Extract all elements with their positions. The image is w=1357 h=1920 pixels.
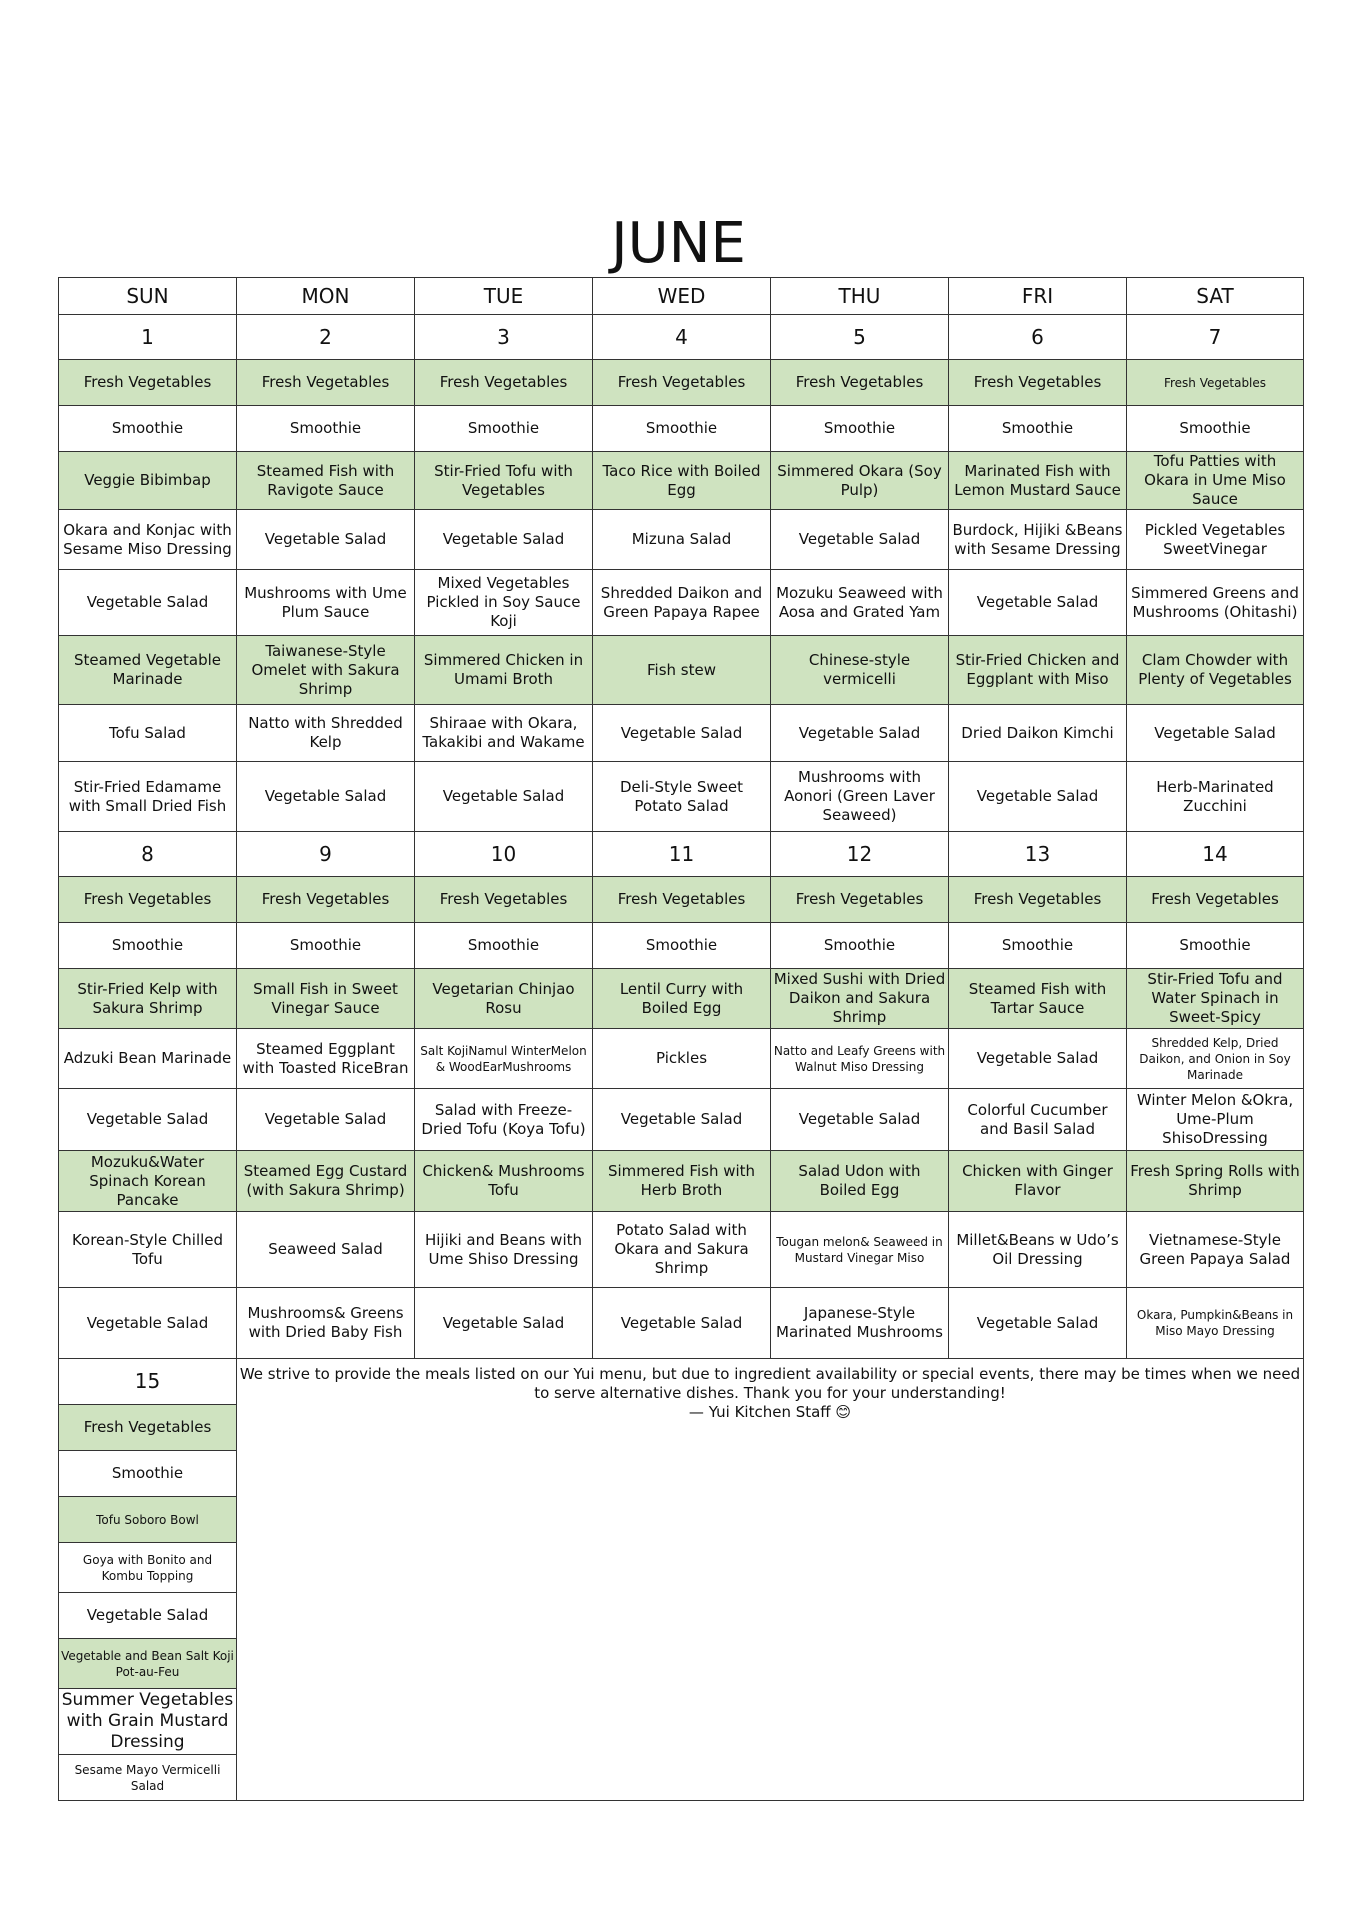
- menu-item: Fresh Vegetables: [949, 877, 1127, 923]
- menu-item: Vegetable Salad: [59, 1288, 237, 1359]
- menu-item: Smoothie: [237, 406, 415, 452]
- menu-item: Sesame Mayo Vermicelli Salad: [59, 1755, 237, 1801]
- menu-item: Vegetable Salad: [59, 570, 237, 636]
- menu-item: Marinated Fish with Lemon Mustard Sauce: [949, 452, 1127, 510]
- menu-item: Smoothie: [415, 406, 593, 452]
- date-number: 3: [415, 315, 593, 360]
- menu-item: Fresh Vegetables: [237, 360, 415, 406]
- menu-item: Fresh Vegetables: [771, 360, 949, 406]
- menu-item: Mozuku&Water Spinach Korean Pancake: [59, 1151, 237, 1212]
- menu-item: Salad with Freeze-Dried Tofu (Koya Tofu): [415, 1089, 593, 1151]
- menu-item: Stir-Fried Edamame with Small Dried Fish: [59, 762, 237, 832]
- menu-item: Smoothie: [59, 923, 237, 969]
- menu-item: Natto with Shredded Kelp: [237, 705, 415, 762]
- menu-item: Vegetable Salad: [415, 1288, 593, 1359]
- date-number: 11: [593, 832, 771, 877]
- menu-item: Vietnamese-Style Green Papaya Salad: [1127, 1212, 1304, 1288]
- menu-item: Summer Vegetables with Grain Mustard Dressing: [59, 1689, 237, 1755]
- menu-item: Herb-Marinated Zucchini: [1127, 762, 1304, 832]
- date-number: 12: [771, 832, 949, 877]
- menu-item: Small Fish in Sweet Vinegar Sauce: [237, 969, 415, 1029]
- menu-item: Simmered Okara (Soy Pulp): [771, 452, 949, 510]
- date-number: 9: [237, 832, 415, 877]
- menu-item: Fresh Vegetables: [1127, 877, 1304, 923]
- menu-item: Hijiki and Beans with Ume Shiso Dressing: [415, 1212, 593, 1288]
- menu-item: Vegetable Salad: [771, 1089, 949, 1151]
- menu-item: Clam Chowder with Plenty of Vegetables: [1127, 636, 1304, 705]
- menu-item: Steamed Fish with Ravigote Sauce: [237, 452, 415, 510]
- menu-item: Steamed Fish with Tartar Sauce: [949, 969, 1127, 1029]
- weekday-header: MON: [237, 278, 415, 315]
- menu-item: Mushrooms with Aonori (Green Laver Seaweed): [771, 762, 949, 832]
- menu-item: Mozuku Seaweed with Aosa and Grated Yam: [771, 570, 949, 636]
- menu-item: Vegetable Salad: [949, 1288, 1127, 1359]
- menu-item: Goya with Bonito and Kombu Topping: [59, 1543, 237, 1593]
- menu-item: Mizuna Salad: [593, 510, 771, 570]
- menu-item: Pickles: [593, 1029, 771, 1089]
- date-number: 6: [949, 315, 1127, 360]
- menu-item: Salad Udon with Boiled Egg: [771, 1151, 949, 1212]
- menu-item: Smoothie: [771, 923, 949, 969]
- menu-item: Vegetable Salad: [593, 1288, 771, 1359]
- menu-item: Vegetable Salad: [237, 762, 415, 832]
- menu-item: Taco Rice with Boiled Egg: [593, 452, 771, 510]
- notice-message: [237, 1359, 1304, 1801]
- menu-item: Smoothie: [949, 923, 1127, 969]
- menu-item: Stir-Fried Tofu with Vegetables: [415, 452, 593, 510]
- menu-item: Vegetable Salad: [237, 1089, 415, 1151]
- menu-calendar: [58, 277, 1304, 1801]
- menu-item: Vegetable Salad: [771, 705, 949, 762]
- menu-item: Mixed Sushi with Dried Daikon and Sakura Shrimp: [771, 969, 949, 1029]
- menu-item: Stir-Fried Kelp with Sakura Shrimp: [59, 969, 237, 1029]
- menu-item: Chicken& Mushrooms Tofu: [415, 1151, 593, 1212]
- date-number: 13: [949, 832, 1127, 877]
- menu-item: Burdock, Hijiki &Beans with Sesame Dressing: [949, 510, 1127, 570]
- menu-item: Fresh Spring Rolls with Shrimp: [1127, 1151, 1304, 1212]
- menu-item: Veggie Bibimbap: [59, 452, 237, 510]
- menu-item: Chicken with Ginger Flavor: [949, 1151, 1127, 1212]
- menu-item: Fish stew: [593, 636, 771, 705]
- menu-item: Dried Daikon Kimchi: [949, 705, 1127, 762]
- date-number: 7: [1127, 315, 1304, 360]
- menu-item: Winter Melon &Okra, Ume-Plum ShisoDressing: [1127, 1089, 1304, 1151]
- menu-item: Fresh Vegetables: [237, 877, 415, 923]
- weekday-header: THU: [771, 278, 949, 315]
- weekday-header: SAT: [1127, 278, 1304, 315]
- menu-item: Smoothie: [237, 923, 415, 969]
- menu-item: Fresh Vegetables: [593, 877, 771, 923]
- menu-item: Taiwanese-Style Omelet with Sakura Shrimp: [237, 636, 415, 705]
- menu-item: Korean-Style Chilled Tofu: [59, 1212, 237, 1288]
- menu-item: Smoothie: [1127, 923, 1304, 969]
- menu-item: Simmered Chicken in Umami Broth: [415, 636, 593, 705]
- menu-item: Smoothie: [415, 923, 593, 969]
- weekday-header: SUN: [59, 278, 237, 315]
- menu-item: Vegetable Salad: [415, 762, 593, 832]
- menu-item: Fresh Vegetables: [59, 360, 237, 406]
- weekday-header: FRI: [949, 278, 1127, 315]
- menu-item: Deli-Style Sweet Potato Salad: [593, 762, 771, 832]
- menu-item: Tofu Salad: [59, 705, 237, 762]
- date-number: 14: [1127, 832, 1304, 877]
- menu-item: Shiraae with Okara, Takakibi and Wakame: [415, 705, 593, 762]
- weekday-header: WED: [593, 278, 771, 315]
- menu-item: Vegetable Salad: [949, 1029, 1127, 1089]
- menu-item: Pickled Vegetables SweetVinegar: [1127, 510, 1304, 570]
- menu-item: Steamed Vegetable Marinade: [59, 636, 237, 705]
- menu-item: Stir-Fried Chicken and Eggplant with Miso: [949, 636, 1127, 705]
- menu-item: Smoothie: [59, 406, 237, 452]
- menu-item: Vegetable Salad: [59, 1593, 237, 1639]
- menu-item: Steamed Egg Custard (with Sakura Shrimp): [237, 1151, 415, 1212]
- menu-item: Vegetable Salad: [415, 510, 593, 570]
- date-number: 10: [415, 832, 593, 877]
- menu-item: Smoothie: [771, 406, 949, 452]
- menu-item: Simmered Fish with Herb Broth: [593, 1151, 771, 1212]
- menu-item: Stir-Fried Tofu and Water Spinach in Sweet-Spicy: [1127, 969, 1304, 1029]
- menu-item: Smoothie: [949, 406, 1127, 452]
- page-title: JUNE: [611, 211, 746, 276]
- menu-item: Fresh Vegetables: [771, 877, 949, 923]
- menu-item: Seaweed Salad: [237, 1212, 415, 1288]
- menu-item: Vegetable Salad: [771, 510, 949, 570]
- menu-item: Shredded Kelp, Dried Daikon, and Onion in Soy Marinade: [1127, 1029, 1304, 1089]
- menu-item: Fresh Vegetables: [59, 1405, 237, 1451]
- menu-item: Fresh Vegetables: [59, 877, 237, 923]
- menu-item: Smoothie: [59, 1451, 237, 1497]
- menu-item: Shredded Daikon and Green Papaya Rapee: [593, 570, 771, 636]
- menu-item: Vegetarian Chinjao Rosu: [415, 969, 593, 1029]
- menu-item: Lentil Curry with Boiled Egg: [593, 969, 771, 1029]
- menu-item: Fresh Vegetables: [949, 360, 1127, 406]
- menu-item: Smoothie: [593, 923, 771, 969]
- menu-item: Vegetable Salad: [593, 705, 771, 762]
- menu-item: Tofu Patties with Okara in Ume Miso Sauce: [1127, 452, 1304, 510]
- menu-item: Japanese-Style Marinated Mushrooms: [771, 1288, 949, 1359]
- menu-item: Vegetable Salad: [59, 1089, 237, 1151]
- menu-item: Vegetable Salad: [593, 1089, 771, 1151]
- menu-item: Tofu Soboro Bowl: [59, 1497, 237, 1543]
- menu-item: Adzuki Bean Marinade: [59, 1029, 237, 1089]
- menu-item: Chinese-style vermicelli: [771, 636, 949, 705]
- menu-item: Smoothie: [593, 406, 771, 452]
- menu-item: Fresh Vegetables: [415, 877, 593, 923]
- date-number: 8: [59, 832, 237, 877]
- menu-item: Colorful Cucumber and Basil Salad: [949, 1089, 1127, 1151]
- notice-text: We strive to provide the meals listed on our Yui menu, but due to ingredient availability or special events, there may be times when we need to serve alternative dishes. Thank you for your understanding!: [239, 1365, 1301, 1402]
- menu-item: Tougan melon& Seaweed in Mustard Vinegar Miso: [771, 1212, 949, 1288]
- menu-item: Mixed Vegetables Pickled in Soy Sauce Koji: [415, 570, 593, 636]
- menu-item: Vegetable Salad: [237, 510, 415, 570]
- menu-item: Fresh Vegetables: [593, 360, 771, 406]
- date-number: 5: [771, 315, 949, 360]
- menu-item: Salt KojiNamul WinterMelon & WoodEarMushrooms: [415, 1029, 593, 1089]
- menu-item: Millet&Beans w Udo’s Oil Dressing: [949, 1212, 1127, 1288]
- menu-item: Natto and Leafy Greens with Walnut Miso Dressing: [771, 1029, 949, 1089]
- weekday-header: TUE: [415, 278, 593, 315]
- menu-item: Mushrooms& Greens with Dried Baby Fish: [237, 1288, 415, 1359]
- date-number: 4: [593, 315, 771, 360]
- menu-item: Okara and Konjac with Sesame Miso Dressing: [59, 510, 237, 570]
- menu-item: Okara, Pumpkin&Beans in Miso Mayo Dressing: [1127, 1288, 1304, 1359]
- menu-item: Smoothie: [1127, 406, 1304, 452]
- menu-item: Steamed Eggplant with Toasted RiceBran: [237, 1029, 415, 1089]
- menu-item: Vegetable and Bean Salt Koji Pot-au-Feu: [59, 1639, 237, 1689]
- menu-item: Vegetable Salad: [949, 762, 1127, 832]
- date-number: 15: [59, 1359, 237, 1405]
- menu-item: Simmered Greens and Mushrooms (Ohitashi): [1127, 570, 1304, 636]
- menu-item: Mushrooms with Ume Plum Sauce: [237, 570, 415, 636]
- date-number: 2: [237, 315, 415, 360]
- menu-item: Fresh Vegetables: [415, 360, 593, 406]
- menu-item: Vegetable Salad: [949, 570, 1127, 636]
- menu-item: Potato Salad with Okara and Sakura Shrimp: [593, 1212, 771, 1288]
- date-number: 1: [59, 315, 237, 360]
- menu-item: Fresh Vegetables: [1127, 360, 1304, 406]
- menu-item: Vegetable Salad: [1127, 705, 1304, 762]
- notice-signature: — Yui Kitchen Staff 😊: [688, 1403, 852, 1421]
